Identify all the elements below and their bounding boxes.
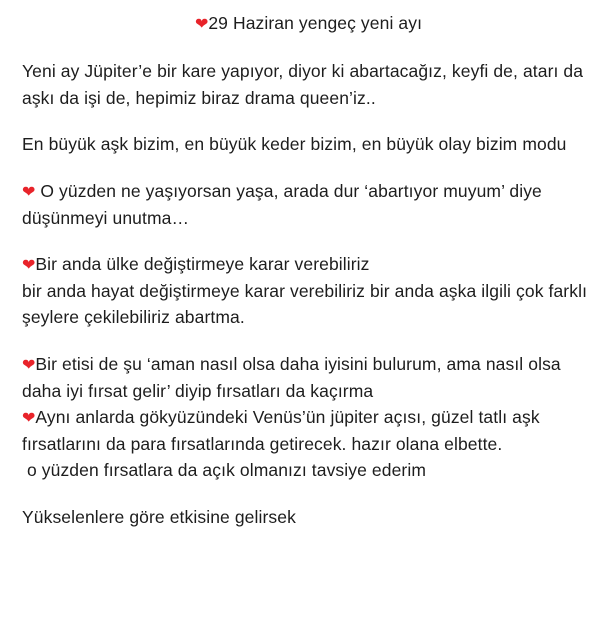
paragraph-ulke — [22, 251, 589, 278]
heart-icon: ❤ — [22, 182, 36, 202]
spacer — [22, 331, 589, 351]
paragraph-text: o yüzden fırsatlara da açık olmanızı tavsiye ederim — [22, 460, 426, 481]
spacer — [22, 158, 589, 178]
paragraph-text: Bir anda ülke değiştirmeye karar verebiliriz — [35, 254, 370, 275]
spacer — [22, 484, 589, 504]
heart-icon: ❤ — [22, 408, 36, 428]
heart-icon: ❤ — [22, 355, 36, 374]
heart-icon: ❤ — [194, 14, 209, 33]
spacer — [22, 36, 589, 58]
paragraph-venus — [22, 404, 589, 457]
heart-icon: ❤ — [22, 255, 36, 275]
paragraph-text: Yükselenlere göre etkisine gelirsek — [22, 506, 296, 527]
page-title: 29 Haziran yengeç yeni ayı — [208, 13, 423, 33]
paragraph-text: bir anda hayat değiştirmeye karar verebiliriz bir anda aşka ilgili çok farklı şeylere çekilebiliriz abartma. — [22, 280, 592, 328]
paragraph-intro — [22, 58, 589, 111]
paragraph-text: En büyük aşk bizim, en büyük keder bizim, en büyük olay bizim modu — [22, 134, 567, 155]
paragraph-yukselen — [22, 504, 589, 531]
paragraph-yasa — [22, 178, 589, 231]
paragraph-hayat — [22, 278, 592, 331]
paragraph-mod — [22, 131, 589, 158]
paragraph-text: O yüzden ne yaşıyorsan yaşa, arada dur ‘abartıyor muyum’ diye düşünmeyi unutma… — [22, 181, 547, 228]
spacer — [22, 111, 589, 131]
paragraph-text: Aynı anlarda gökyüzündeki Venüs’ün jüpiter açısı, güzel tatlı aşk fırsatlarını da para fırsatlarında getirecek. hazır olana elbette. — [22, 407, 545, 454]
paragraph-text: Yeni ay Jüpiter’e bir kare yapıyor, diyor ki abartacağız, keyfi de, atarı da aşkı da işi de, hepimiz biraz drama queen’iz.. — [22, 61, 589, 108]
paragraph-text: Bir etisi de şu ‘aman nasıl olsa daha iyisini bulurum, ama nasıl olsa daha iyi fırsat gelir’ diyip fırsatları da kaçırma — [22, 354, 566, 401]
paragraph-tavsiye — [22, 457, 589, 484]
document-title-line — [22, 10, 589, 36]
spacer — [22, 231, 589, 251]
paragraph-etki — [22, 351, 589, 404]
